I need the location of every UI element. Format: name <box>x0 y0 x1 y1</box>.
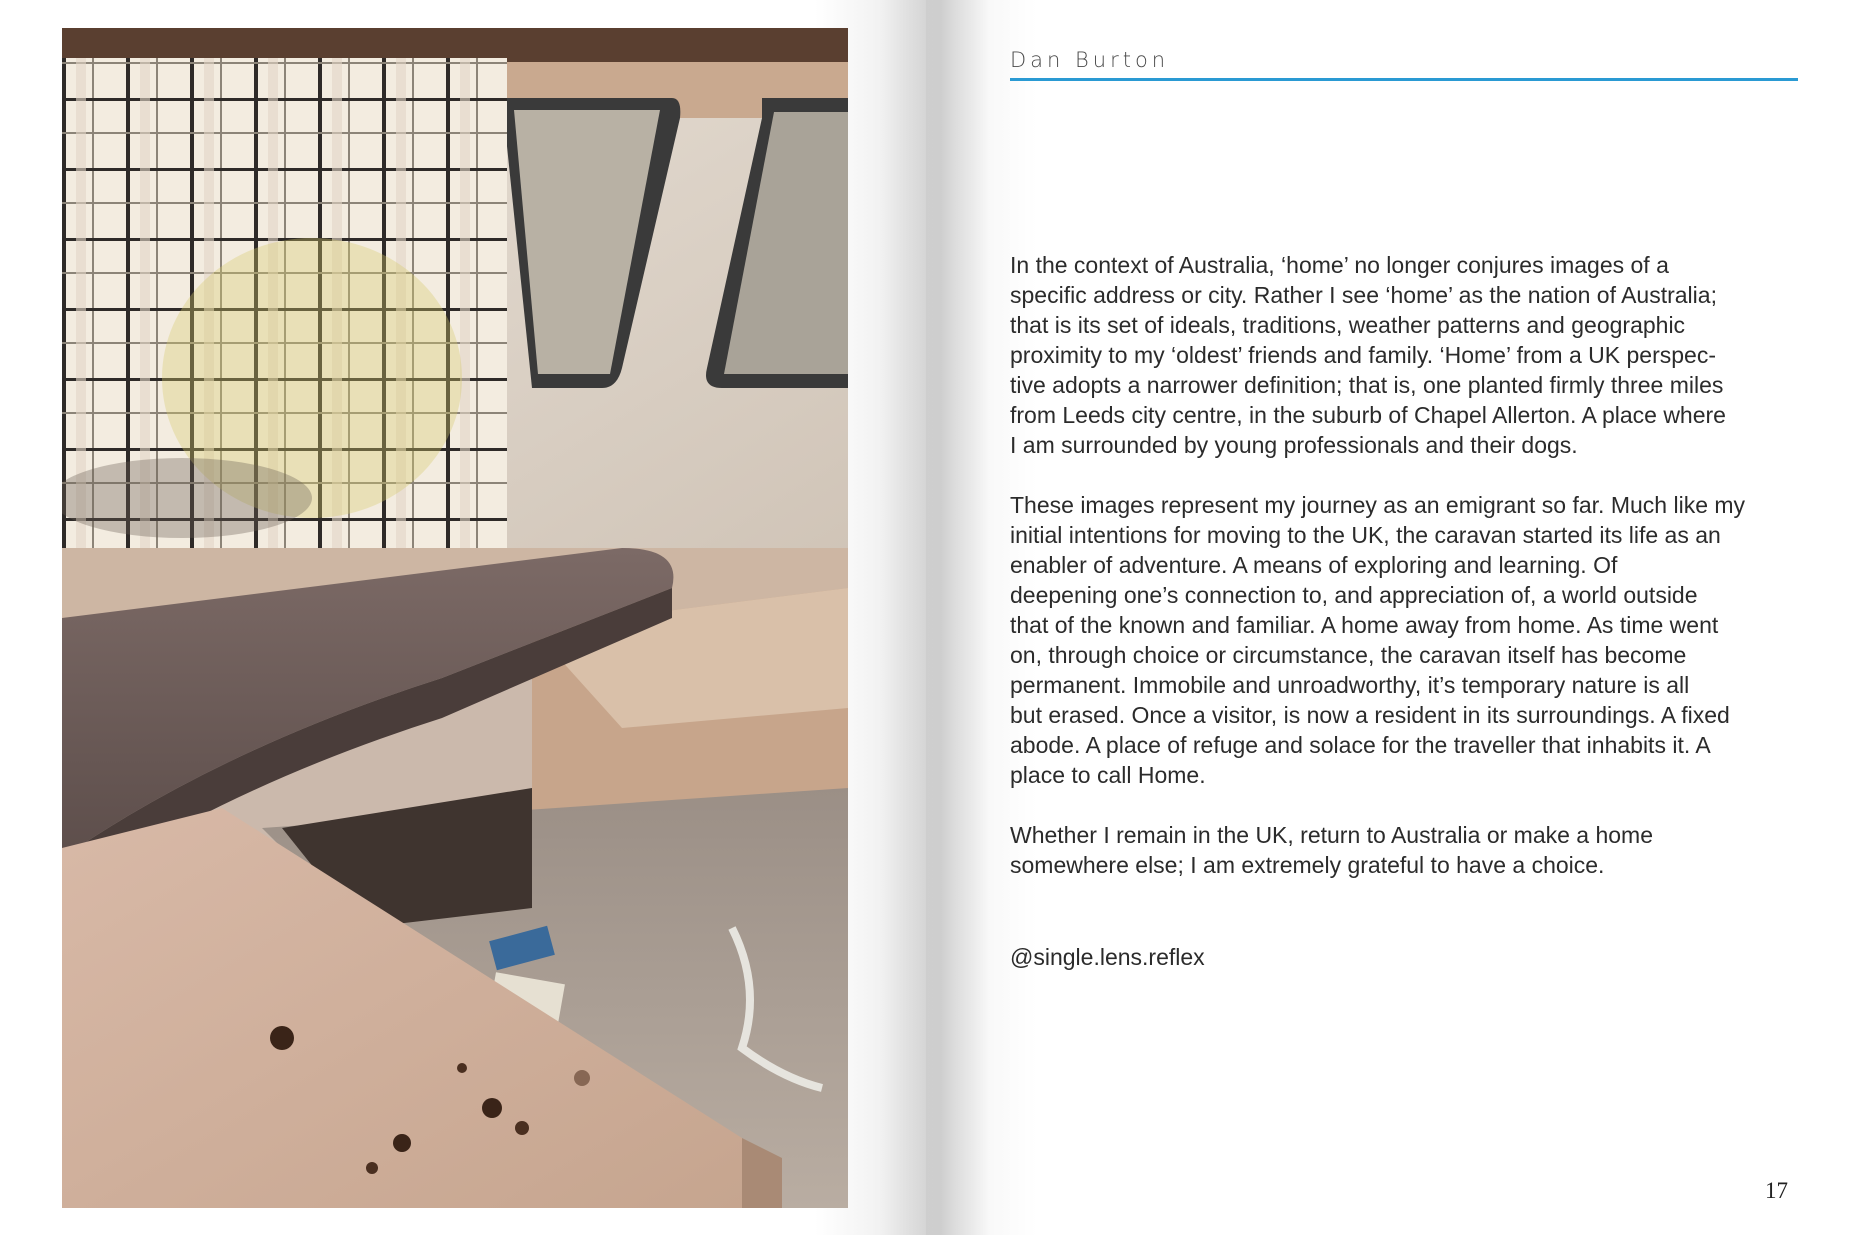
text-line: specific address or city. Rather I see ‘home’ as the nation of Australia; <box>1010 282 1717 308</box>
paragraph-3 <box>1010 820 1810 880</box>
text-line: deepening one’s connection to, and appreciation of, a world outside <box>1010 582 1698 608</box>
photo-illustration <box>62 28 848 1208</box>
caravan-interior-photo <box>62 28 848 1208</box>
text-line: that is its set of ideals, traditions, weather patterns and geographic <box>1010 312 1686 338</box>
text-line: but erased. Once a visitor, is now a resident in its surroundings. A fixed <box>1010 702 1730 728</box>
text-line: somewhere else; I am extremely grateful to have a choice. <box>1010 852 1605 878</box>
social-handle: @single.lens.reflex <box>1010 944 1205 970</box>
article-body <box>1010 250 1810 910</box>
text-line: enabler of adventure. A means of exploring and learning. Of <box>1010 552 1618 578</box>
text-line: on, through choice or circumstance, the caravan itself has become <box>1010 642 1687 668</box>
text-line: place to call Home. <box>1010 762 1206 788</box>
header-rule <box>1010 78 1798 81</box>
text-line: from Leeds city centre, in the suburb of Chapel Allerton. A place where <box>1010 402 1726 428</box>
text-line: In the context of Australia, ‘home’ no longer conjures images of a <box>1010 252 1669 278</box>
text-line: that of the known and familiar. A home away from home. As time went <box>1010 612 1719 638</box>
text-line: I am surrounded by young professionals and their dogs. <box>1010 432 1578 458</box>
text-line: tive adopts a narrower definition; that is, one planted firmly three miles <box>1010 372 1724 398</box>
text-line: abode. A place of refuge and solace for the traveller that inhabits it. A <box>1010 732 1711 758</box>
paragraph-2 <box>1010 490 1810 790</box>
author-name: Dan Burton <box>1010 48 1170 72</box>
paragraph-1 <box>1010 250 1810 460</box>
text-line: These images represent my journey as an emigrant so far. Much like my <box>1010 492 1746 518</box>
text-line: permanent. Immobile and unroadworthy, it’s temporary nature is all <box>1010 672 1690 698</box>
text-line: proximity to my ‘oldest’ friends and family. ‘Home’ from a UK perspec- <box>1010 342 1716 368</box>
text-line: initial intentions for moving to the UK, the caravan started its life as an <box>1010 522 1721 548</box>
page-number: 17 <box>1765 1178 1788 1203</box>
text-line: Whether I remain in the UK, return to Australia or make a home <box>1010 822 1654 848</box>
